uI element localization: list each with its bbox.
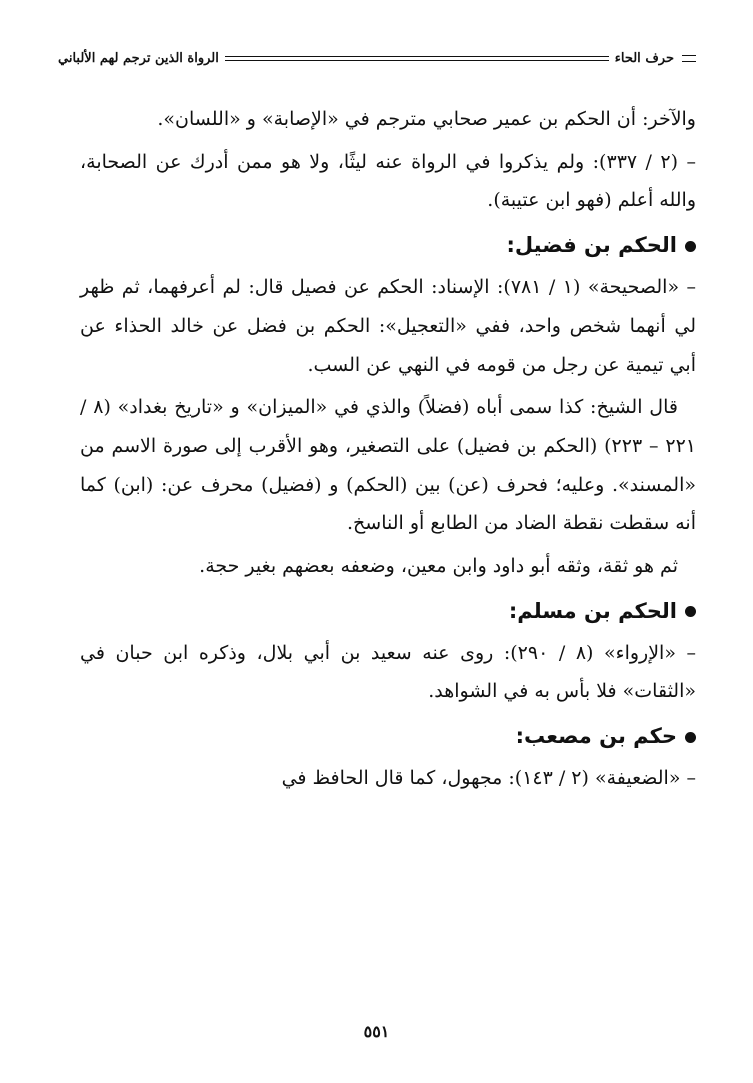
- entry-heading: [80, 226, 696, 264]
- entry-heading-text: الحكم بن فضيل:: [506, 233, 677, 258]
- entry-heading-text: حكم بن مصعب:: [515, 724, 677, 749]
- book-title: الرواة الذين ترجم لهم الألباني: [58, 50, 219, 66]
- paragraph: – «الضعيفة» (٢ / ١٤٣): مجهول، كما قال الحافظ في: [281, 767, 696, 790]
- paragraph: ثم هو ثقة، وثقه أبو داود وابن معين، وضعفه بعضهم بغير حجة.: [199, 555, 678, 578]
- entry-heading: [80, 717, 696, 755]
- bullet-icon: [685, 241, 696, 252]
- paragraph: والآخر: أن الحكم بن عمير صحابي مترجم في «الإصابة» و «اللسان».: [157, 108, 696, 130]
- header-rule: [225, 56, 609, 61]
- bullet-icon: [685, 732, 696, 743]
- bullet-icon: [685, 606, 696, 617]
- paragraph: – «الإرواء» (٨ / ٢٩٠): روى عنه سعيد بن أبي بلال، وذكره ابن حبان في «الثقات» فلا بأس به في الشواهد.: [80, 641, 697, 703]
- entry-heading: [80, 592, 696, 630]
- paragraph: قال الشيخ: كذا سمى أباه (فضلاً) والذي في «الميزان» و «تاريخ بغداد» (٨ / ٢٢١ – ٢٢٣) (الحكم بن فضيل) على التصغير، وهو الأقرب إلى صورة الاسم من «المسند». وعليه؛ فحرف (عن) بين (الحكم) و (فضيل) محرف عن: (ابن) كما أنه سقطت نقطة الضاد من الطابع أو الناسخ.: [80, 396, 696, 535]
- paragraph: – (٢ / ٣٣٧): ولم يذكروا في الرواة عنه ليثًا، ولا هو ممن أدرك عن الصحابة، والله أعلم (فهو ابن عتيبة).: [80, 150, 697, 212]
- page-body: [80, 100, 696, 802]
- entry-heading-text: الحكم بن مسلم:: [508, 598, 677, 623]
- header-ornament: [682, 55, 696, 62]
- paragraph: – «الصحيحة» (١ / ٧٨١): الإسناد: الحكم عن فصيل قال: لم أعرفهما، ثم ظهر لي أنهما شخص واحد، ففي «التعجيل»: الحكم بن فضل عن خالد الحذاء عن أبي تيمية عن رجل من قومه في النهي عن السب.: [80, 276, 697, 376]
- page-number: ٥٥١: [363, 1022, 390, 1041]
- chapter-title: حرف الحاء: [614, 50, 674, 66]
- running-header: [58, 46, 696, 70]
